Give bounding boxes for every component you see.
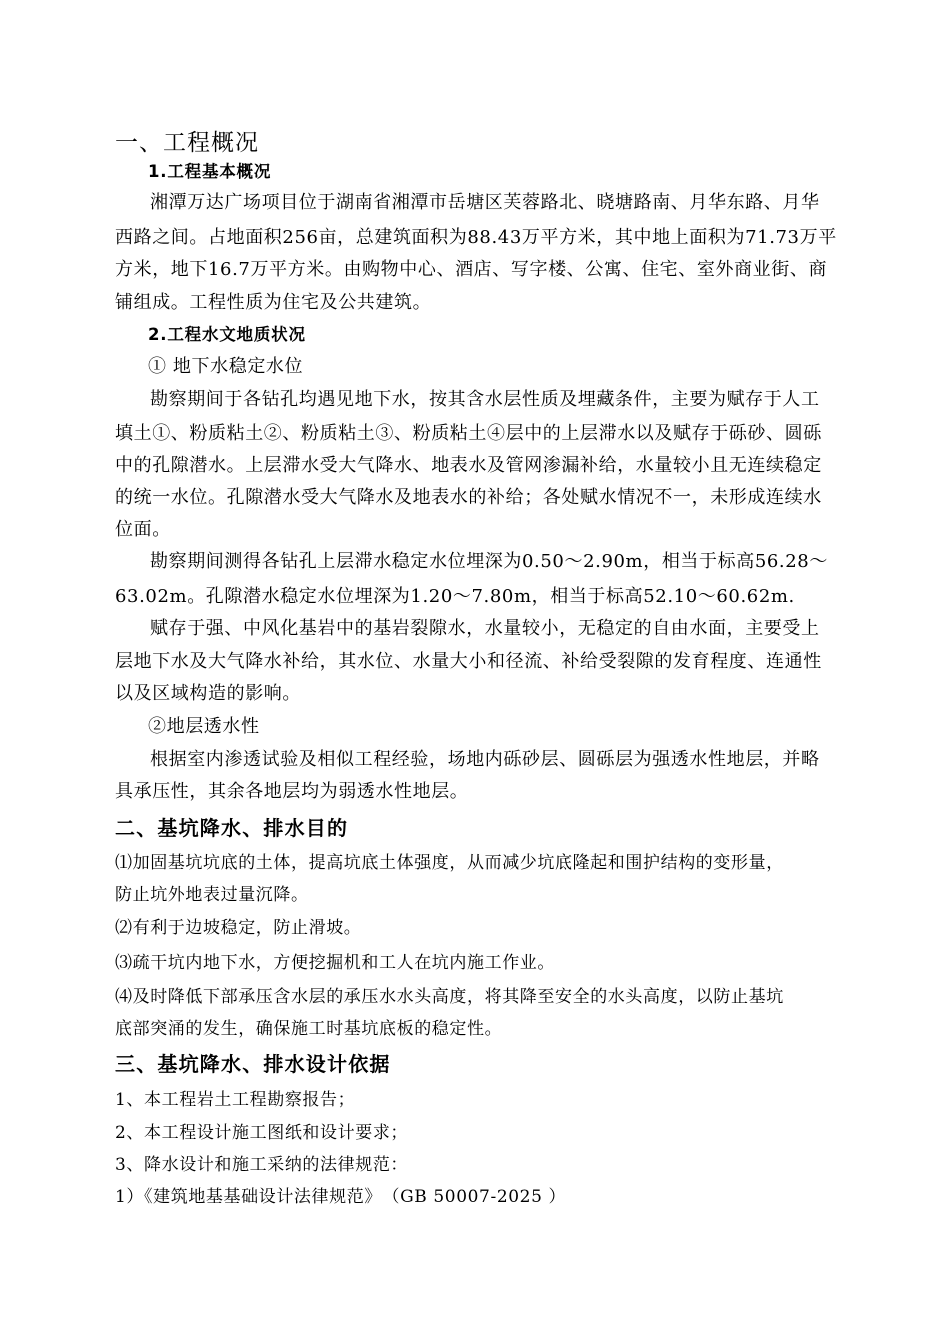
paragraph-line: 根据室内渗透试验及相似工程经验，场地内砾砂层、圆砾层为强透水性地层，并略 (150, 749, 820, 770)
paragraph-line: 西路之间。占地面积256亩，总建筑面积为88.43万平方米，其中地上面积为71.73万平 (115, 227, 837, 248)
section-2-title: 二、基坑降水、排水目的 (115, 816, 349, 840)
item-title: ① 地下水稳定水位 (148, 356, 304, 377)
list-item: ⑷及时降低下部承压含水层的承压水水头高度，将其降至安全的水头高度，以防止基坑 (115, 987, 784, 1007)
paragraph-line: 具承压性，其余各地层均为弱透水性地层。 (115, 781, 469, 802)
list-item: 1、本工程岩土工程勘察报告； (115, 1090, 356, 1110)
paragraph-line: 湘潭万达广场项目位于湖南省湘潭市岳塘区芙蓉路北、晓塘路南、月华东路、月华 (150, 192, 820, 213)
paragraph-line: 填土①、粉质粘土②、粉质粘土③、粉质粘土④层中的上层滞水以及赋存于砾砂、圆砾 (115, 423, 822, 444)
paragraph-line: 以及区域构造的影响。 (115, 683, 301, 704)
paragraph-line: 层地下水及大气降水补给，其水位、水量大小和径流、补给受裂隙的发育程度、连通性 (115, 651, 822, 672)
list-item: ⑶疏干坑内地下水，方便挖掘机和工人在坑内施工作业。 (115, 953, 555, 973)
section-1-title: 一、工程概况 (115, 130, 259, 156)
paragraph-line: 勘察期间测得各钻孔上层滞水稳定水位埋深为0.50～2.90m，相当于标高56.28～ (150, 551, 828, 572)
paragraph-line: 位面。 (115, 519, 171, 540)
subsection-2-title: 2.工程水文地质状况 (148, 325, 306, 344)
list-item: ⑴加固基坑坑底的土体，提高坑底土体强度，从而减少坑底隆起和围护结构的变形量， (115, 853, 784, 873)
list-item: 防止坑外地表过量沉降。 (115, 885, 309, 905)
paragraph-line: 中的孔隙潜水。上层滞水受大气降水、地表水及管网渗漏补给，水量较小且无连续稳定 (115, 455, 822, 476)
paragraph-line: 赋存于强、中风化基岩中的基岩裂隙水，水量较小，无稳定的自由水面，主要受上 (150, 618, 820, 639)
item-title: ②地层透水性 (148, 716, 260, 737)
list-item: 3、降水设计和施工采纳的法律规范： (115, 1155, 409, 1175)
paragraph-line: 的统一水位。孔隙潜水受大气降水及地表水的补给；各处赋水情况不一，未形成连续水 (115, 487, 822, 508)
paragraph-line: 方米，地下16.7万平方米。由购物中心、酒店、写字楼、公寓、住宅、室外商业街、商 (115, 259, 828, 280)
list-item: 底部突涌的发生，确保施工时基坑底板的稳定性。 (115, 1019, 503, 1039)
list-item: ⑵有利于边坡稳定，防止滑坡。 (115, 918, 362, 938)
paragraph-line: 铺组成。工程性质为住宅及公共建筑。 (115, 292, 432, 313)
section-3-title: 三、基坑降水、排水设计依据 (115, 1052, 391, 1076)
paragraph-line: 勘察期间于各钻孔均遇见地下水，按其含水层性质及埋藏条件，主要为赋存于人工 (150, 389, 820, 410)
paragraph-line: 63.02m。孔隙潜水稳定水位埋深为1.20～7.80m，相当于标高52.10～60.62m. (115, 586, 795, 607)
list-item: 1）《建筑地基基础设计法律规范》 （GB 50007-2025 ） (115, 1187, 567, 1207)
list-item: 2、本工程设计施工图纸和设计要求； (115, 1123, 409, 1143)
subsection-1-title: 1.工程基本概况 (148, 162, 272, 181)
